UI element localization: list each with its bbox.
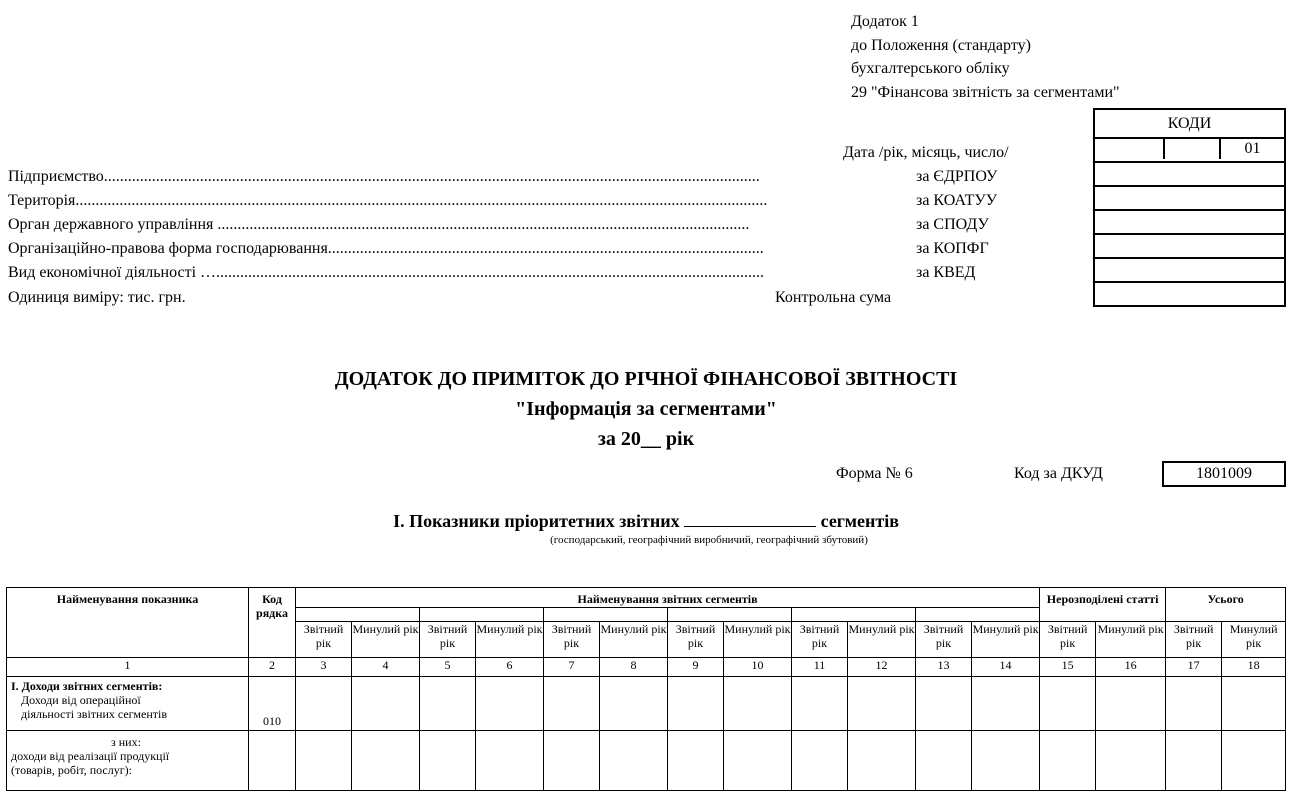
control-sum-cell[interactable] — [1093, 283, 1286, 307]
previous-year-header: Минулий рік — [600, 622, 668, 658]
value-cell[interactable] — [1166, 677, 1222, 731]
column-number: 9 — [668, 658, 724, 677]
value-cell[interactable] — [600, 731, 668, 791]
segment-name-cell[interactable] — [296, 608, 420, 622]
kved-code-cell[interactable] — [1093, 259, 1286, 283]
column-number: 8 — [600, 658, 668, 677]
value-cell[interactable] — [668, 677, 724, 731]
column-number: 13 — [916, 658, 972, 677]
previous-year-header: Минулий рік — [1222, 622, 1286, 658]
value-cell[interactable] — [848, 731, 916, 791]
activity-row: Вид економічної діяльності …......................................................................................................................................... — [8, 264, 765, 281]
row-code — [249, 731, 296, 791]
value-cell[interactable] — [972, 677, 1040, 731]
indicator-label: доходи від реалізації продукції (товарів, робіт, послуг): — [11, 749, 170, 777]
value-cell[interactable] — [668, 731, 724, 791]
segment-type-blank[interactable] — [684, 508, 816, 527]
value-cell[interactable] — [724, 677, 792, 731]
legal-form-row: Організаційно-правова форма господарювання............................................................................................................. — [8, 240, 764, 257]
kopfg-label: за КОПФГ — [916, 240, 989, 257]
value-cell[interactable] — [792, 731, 848, 791]
enterprise-row: Підприємство.................................................................................................................................................................... — [8, 168, 760, 185]
header-total: Усього — [1166, 588, 1286, 622]
territory-label: Територія — [8, 192, 76, 209]
previous-year-header: Минулий рік — [352, 622, 420, 658]
report-year: за 20__ рік — [597, 428, 695, 450]
reporting-year-header: Звітний рік — [668, 622, 724, 658]
previous-year-header: Минулий рік — [724, 622, 792, 658]
value-cell[interactable] — [1040, 731, 1096, 791]
table-row — [7, 731, 1286, 791]
segment-name-cell[interactable] — [544, 608, 668, 622]
date-year-cell[interactable] — [1095, 139, 1165, 159]
territory-row: Територія............................................................................................................................................................................. — [8, 192, 768, 209]
previous-year-header: Минулий рік — [848, 622, 916, 658]
table-row — [7, 677, 1286, 731]
value-cell[interactable] — [296, 731, 352, 791]
koatuu-code-cell[interactable] — [1093, 187, 1286, 211]
value-cell[interactable] — [916, 677, 972, 731]
value-cell[interactable] — [600, 677, 668, 731]
previous-year-header: Минулий рік — [972, 622, 1040, 658]
codes-box — [1093, 108, 1286, 307]
annex-line-3: бухгалтерського обліку — [851, 60, 1010, 77]
reporting-year-header: Звітний рік — [544, 622, 600, 658]
annex-reference — [851, 10, 1120, 104]
column-number: 15 — [1040, 658, 1096, 677]
header-unallocated: Нерозподілені статті — [1040, 588, 1166, 622]
column-number: 16 — [1096, 658, 1166, 677]
column-number: 3 — [296, 658, 352, 677]
header-indicator-name: Найменування показника — [7, 588, 249, 658]
header-row-code: Код рядка — [249, 588, 296, 658]
value-cell[interactable] — [1040, 677, 1096, 731]
date-day-cell[interactable]: 01 — [1244, 140, 1261, 157]
reporting-year-header: Звітний рік — [916, 622, 972, 658]
value-cell[interactable] — [1166, 731, 1222, 791]
dkud-code: 1801009 — [1162, 461, 1286, 487]
indicator-label: Доходи від операційної діяльності звітних сегментів — [21, 693, 168, 721]
value-cell[interactable] — [792, 677, 848, 731]
subitems-label: з них: — [111, 735, 141, 749]
column-number: 5 — [420, 658, 476, 677]
column-number: 6 — [476, 658, 544, 677]
section-title: І. Показники пріоритетних звітних сегментів — [0, 508, 1292, 532]
date-month-cell[interactable] — [1165, 139, 1221, 159]
column-number: 4 — [352, 658, 420, 677]
value-cell[interactable] — [1222, 677, 1286, 731]
legal-form-label: Організаційно-правова форма господарювання — [8, 240, 328, 257]
value-cell[interactable] — [420, 677, 476, 731]
government-body-label: Орган державного управління — [8, 216, 218, 233]
value-cell[interactable] — [972, 731, 1040, 791]
control-sum-label: Контрольна сума — [775, 289, 892, 306]
previous-year-header: Минулий рік — [1096, 622, 1166, 658]
segment-name-cell[interactable] — [792, 608, 916, 622]
annex-line-1: Додаток 1 — [851, 13, 919, 30]
segment-name-cell[interactable] — [916, 608, 1040, 622]
spodu-label: за СПОДУ — [916, 216, 989, 233]
edrpou-code-cell[interactable] — [1093, 163, 1286, 187]
reporting-year-header: Звітний рік — [1166, 622, 1222, 658]
segments-table — [6, 587, 1286, 791]
column-number: 17 — [1166, 658, 1222, 677]
column-number: 2 — [249, 658, 296, 677]
document-subtitle: "Інформація за сегментами" — [515, 398, 777, 420]
kopfg-code-cell[interactable] — [1093, 235, 1286, 259]
column-number: 10 — [724, 658, 792, 677]
reporting-year-header: Звітний рік — [420, 622, 476, 658]
value-cell[interactable] — [476, 677, 544, 731]
annex-line-4: 29 "Фінансова звітність за сегментами" — [851, 83, 1120, 101]
indicator-name-cell — [7, 677, 249, 731]
value-cell[interactable] — [1096, 731, 1166, 791]
kved-label: за КВЕД — [916, 264, 976, 281]
column-number: 14 — [972, 658, 1040, 677]
value-cell[interactable] — [848, 677, 916, 731]
reporting-year-header: Звітний рік — [1040, 622, 1096, 658]
annex-line-2: до Положення (стандарту) — [851, 36, 1031, 54]
column-number-row — [7, 658, 1286, 677]
segment-name-cell[interactable] — [420, 608, 544, 622]
header-segments: Найменування звітних сегментів — [296, 588, 1040, 608]
activity-label: Вид економічної діяльності — [8, 264, 201, 281]
value-cell[interactable] — [352, 731, 420, 791]
reporting-year-header: Звітний рік — [296, 622, 352, 658]
edrpou-label: за ЄДРПОУ — [916, 168, 998, 185]
value-cell[interactable] — [296, 677, 352, 731]
value-cell[interactable] — [544, 677, 600, 731]
value-cell[interactable] — [352, 677, 420, 731]
value-cell[interactable] — [916, 731, 972, 791]
unit-label: Одиниця виміру: тис. грн. — [8, 289, 186, 306]
section-heading: І. Доходи звітних сегментів: — [11, 679, 163, 693]
value-cell[interactable] — [476, 731, 544, 791]
value-cell[interactable] — [724, 731, 792, 791]
date-label: Дата /рік, місяць, число/ — [843, 144, 1009, 161]
row-code: 010 — [249, 677, 296, 731]
value-cell[interactable] — [1096, 677, 1166, 731]
date-code-row — [1093, 139, 1286, 163]
section-subtitle: (господарський, географічний виробничий, географічний збутовий) — [550, 534, 868, 546]
segment-name-cell[interactable] — [668, 608, 792, 622]
value-cell[interactable] — [420, 731, 476, 791]
koatuu-label: за КОАТУУ — [916, 192, 998, 209]
column-number: 11 — [792, 658, 848, 677]
dkud-label: Код за ДКУД — [1014, 465, 1103, 482]
value-cell[interactable] — [544, 731, 600, 791]
column-number: 12 — [848, 658, 916, 677]
indicator-name-cell — [7, 731, 249, 791]
value-cell[interactable] — [1222, 731, 1286, 791]
government-body-row: Орган державного управління ..................................................................................................................................... — [8, 216, 750, 233]
spodu-code-cell[interactable] — [1093, 211, 1286, 235]
column-number: 1 — [7, 658, 249, 677]
enterprise-label: Підприємство — [8, 168, 104, 185]
column-number: 18 — [1222, 658, 1286, 677]
codes-header: КОДИ — [1093, 108, 1286, 139]
previous-year-header: Минулий рік — [476, 622, 544, 658]
document-title: ДОДАТОК ДО ПРИМІТОК ДО РІЧНОЇ ФІНАНСОВОЇ ЗВІТНОСТІ — [334, 368, 958, 390]
reporting-year-header: Звітний рік — [792, 622, 848, 658]
form-number: Форма № 6 — [836, 465, 913, 482]
column-number: 7 — [544, 658, 600, 677]
